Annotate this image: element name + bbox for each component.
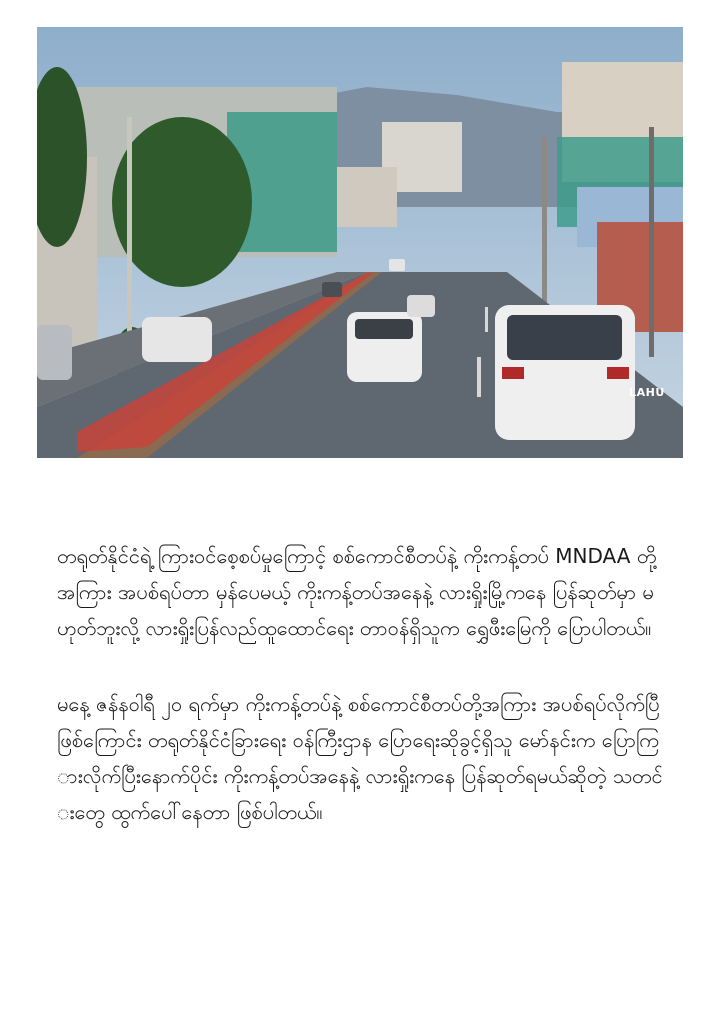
article-body [57,538,667,830]
lahu-news-logo [621,368,673,420]
street-photo [37,27,683,458]
article-paragraph-1: တရုတ်နိုင်ငံရဲ့ ကြားဝင်စေ့စပ်မှုကြောင့် စစ်ကောင်စီတပ်နဲ့ ကိုးကန့်တပ် MNDAA တို့အကြား အပစ်ရပ်တာ မှန်ပေမယ့် ကိုးကန့်တပ်အနေနဲ့ လားရှိုးမြို့ကနေ ပြန်ဆုတ်မှာ မဟုတ်ဘူးလို့ လားရှိုးပြန်လည်ထူထောင်ရေး တာဝန်ရှိသူက ရွှေဖီးမြေကို ပြောပါတယ်။ [57,544,657,640]
street-scene-illustration [37,27,683,458]
car-left [142,317,212,362]
logo-map-icon [621,368,683,458]
tree-left [112,117,252,287]
logo-text: LAHU [629,386,665,399]
article-paragraph-2: မနေ့ ဇန်နဝါရီ ၂၀ ရက်မှာ ကိုးကန့်တပ်နဲ့ စစ်ကောင်စီတပ်တို့အကြား အပစ်ရပ်လိုက်ပြီဖြစ်ကြောင်း တရုတ်နိုင်ငံခြားရေး ဝန်ကြီးဌာန ပြောရေးဆိုခွင့်ရှိသူ မော်နင်းက ပြောကြားလိုက်ပြီးနောက်ပိုင်း ကိုးကန့်တပ်အနေနဲ့ လားရှိုးကနေ ပြန်ဆုတ်ရမယ်ဆိုတဲ့ သတင်းတွေ ထွက်ပေါ်နေတာ ဖြစ်ပါတယ်။ [57,692,663,824]
